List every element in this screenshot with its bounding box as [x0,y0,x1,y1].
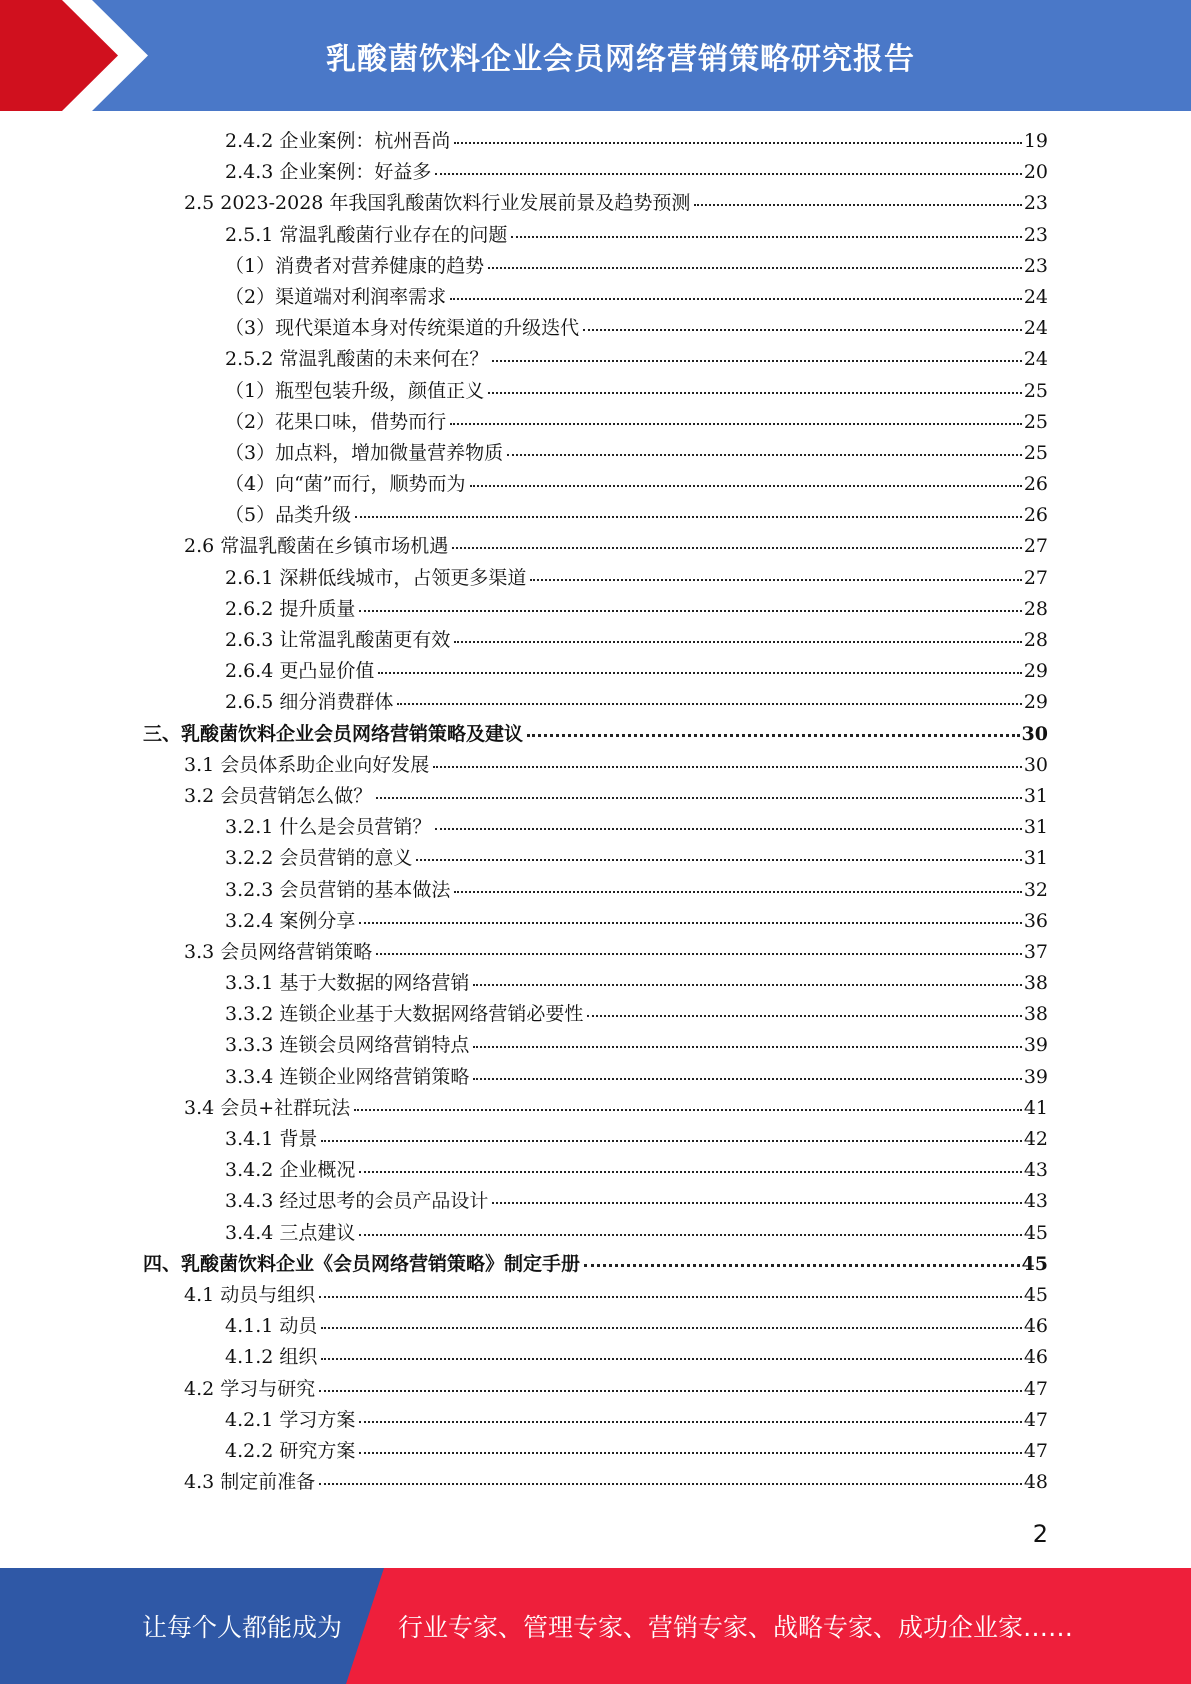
toc-entry-title: （3）现代渠道本身对传统渠道的升级迭代 [225,317,580,340]
toc-dot-leader [530,575,1021,581]
toc-dot-leader [397,699,1021,705]
toc-entry-title: 2.6.3 让常温乳酸菌更有效 [225,629,451,651]
toc-entry-title: 2.5.2 常温乳酸菌的未来何在？ [225,348,489,371]
toc-entry[interactable] [0,1093,1048,1124]
toc-dot-leader [321,1136,1021,1142]
toc-entry-title: 3.2.1 什么是会员营销？ [225,816,432,839]
toc-entry-title: 2.5.1 常温乳酸菌行业存在的问题 [225,223,508,246]
toc-entry-title: 4.1.2 组织 [225,1346,318,1369]
toc-entry-title: （1）消费者对营养健康的趋势 [225,254,485,277]
toc-dot-leader [359,1167,1021,1173]
toc-entry-title: 3.3 会员网络营销策略 [184,940,373,963]
toc-dot-leader [319,1479,1022,1485]
toc-dot-leader [454,887,1021,893]
toc-entry-page-number: 26 [1023,504,1048,527]
toc-entry-page-number: 38 [1023,972,1048,995]
toc-entry-title: 4.2 学习与研究 [184,1377,316,1400]
toc-entry-title: 2.4.3 企业案例：好益多 [225,161,432,184]
toc-entry-page-number: 47 [1023,1408,1048,1431]
toc-dot-leader [435,169,1021,175]
toc-entry-page-number: 41 [1023,1096,1048,1119]
toc-entry-page-number: 23 [1023,254,1048,277]
toc-dot-leader [583,325,1022,331]
toc-entry[interactable] [0,126,1048,157]
toc-entry-title: 2.4.2 企业案例：杭州吾尚 [225,130,451,152]
toc-entry-page-number: 45 [1021,1252,1048,1275]
toc-entry-page-number: 43 [1023,1159,1048,1182]
toc-entry-title: （2）渠道端对利润率需求 [225,285,447,308]
toc-entry-title: 四、乳酸菌饮料企业《会员网络营销策略》制定手册 [143,1252,581,1275]
table-of-contents [0,126,1191,1498]
toc-dot-leader [587,1011,1021,1017]
toc-dot-leader [359,1448,1021,1454]
toc-entry-page-number: 31 [1023,784,1048,807]
toc-entry-page-number: 25 [1023,379,1048,402]
toc-entry-page-number: 26 [1023,473,1048,496]
toc-entry-title: 3.4.3 经过思考的会员产品设计 [225,1190,489,1213]
toc-entry-title: 2.6 常温乳酸菌在乡镇市场机遇 [184,535,449,558]
toc-entry-page-number: 24 [1023,285,1048,308]
toc-entry-page-number: 27 [1023,535,1048,558]
toc-entry-page-number: 45 [1023,1283,1048,1306]
toc-entry[interactable] [0,313,1048,344]
toc-entry-page-number: 24 [1023,348,1048,371]
toc-entry[interactable] [0,157,1048,188]
toc-entry-title: （3）加点料，增加微量营养物质 [225,441,504,464]
toc-entry[interactable] [0,1124,1048,1155]
toc-dot-leader [319,1292,1022,1298]
toc-entry-page-number: 37 [1023,940,1048,963]
toc-entry-title: 3.2.2 会员营销的意义 [225,847,413,870]
toc-entry[interactable] [0,719,1048,750]
toc-entry[interactable] [0,563,1048,594]
toc-entry-title: 4.2.1 学习方案 [225,1408,356,1431]
toc-entry[interactable] [0,1467,1048,1498]
toc-entry-page-number: 39 [1023,1065,1048,1088]
toc-entry[interactable] [0,469,1048,500]
toc-dot-leader [473,1042,1021,1048]
toc-entry[interactable] [0,1062,1048,1093]
toc-entry-page-number: 43 [1023,1190,1048,1213]
toc-dot-leader [492,1198,1021,1204]
toc-dot-leader [473,1074,1021,1080]
page-number: 2 [1032,1520,1048,1548]
toc-entry[interactable] [0,968,1048,999]
toc-entry-title: 3.1 会员体系助企业向好发展 [184,753,430,776]
toc-dot-leader [319,1386,1022,1392]
toc-entry-title: 3.4 会员+社群玩法 [184,1096,351,1119]
toc-entry[interactable] [0,1186,1048,1217]
page-header [0,0,1191,111]
toc-dot-leader [473,980,1021,986]
toc-entry-title: 3.2 会员营销怎么做？ [184,784,373,807]
toc-entry[interactable] [0,1374,1048,1405]
toc-entry-page-number: 31 [1023,816,1048,839]
toc-entry-title: 3.4.4 三点建议 [225,1221,356,1244]
toc-dot-leader [321,1323,1021,1329]
toc-entry[interactable] [0,843,1048,874]
footer-slogan-right: 行业专家、管理专家、营销专家、战略专家、成功企业家…… [398,1613,1074,1642]
toc-entry[interactable] [0,1249,1048,1280]
toc-dot-leader [354,1105,1022,1111]
toc-entry-page-number: 23 [1023,223,1048,246]
toc-dot-leader [435,824,1021,830]
toc-dot-leader [488,388,1022,394]
toc-entry-page-number: 29 [1023,691,1048,714]
toc-entry[interactable] [0,750,1048,781]
toc-entry-page-number: 30 [1023,753,1048,776]
toc-entry-title: 4.2.2 研究方案 [225,1439,356,1462]
toc-dot-leader [359,1230,1021,1236]
toc-dot-leader [359,918,1021,924]
toc-dot-leader [433,762,1022,768]
toc-entry-title: 4.1 动员与组织 [184,1283,316,1306]
toc-entry-page-number: 47 [1023,1377,1048,1400]
toc-entry-page-number: 42 [1023,1128,1048,1150]
toc-entry-title: 2.5 2023-2028 年我国乳酸菌饮料行业发展前景及趋势预测 [184,192,691,215]
toc-entry[interactable] [0,594,1048,625]
toc-entry[interactable] [0,1436,1048,1467]
toc-entry[interactable] [0,1218,1048,1249]
toc-entry[interactable] [0,344,1048,375]
toc-dot-leader [321,1354,1021,1360]
toc-entry[interactable] [0,1280,1048,1311]
report-title: 乳酸菌饮料企业会员网络营销策略研究报告 [326,41,915,77]
toc-entry-page-number: 46 [1023,1315,1048,1338]
toc-entry-page-number: 20 [1023,161,1048,184]
toc-entry-title: 3.3.4 连锁企业网络营销策略 [225,1065,470,1088]
toc-entry[interactable] [0,282,1048,313]
toc-entry[interactable] [0,625,1048,656]
toc-entry[interactable] [0,438,1048,469]
toc-entry-title: 2.6.4 更凸显价值 [225,660,375,683]
toc-entry[interactable] [0,687,1048,718]
toc-dot-leader [376,793,1022,799]
toc-entry-title: 4.1.1 动员 [225,1315,318,1338]
toc-entry[interactable] [0,1405,1048,1436]
footer-slogan-left: 让每个人都能成为 [142,1613,343,1642]
toc-entry-title: （2）花果口味，借势而行 [225,410,447,433]
toc-dot-leader [450,419,1022,425]
toc-dot-leader [470,481,1022,487]
toc-entry[interactable] [0,1342,1048,1373]
toc-entry[interactable] [0,1311,1048,1342]
toc-entry-page-number: 31 [1023,847,1048,870]
toc-dot-leader [376,949,1022,955]
toc-entry-title: （1）瓶型包装升级，颜值正义 [225,379,485,402]
toc-entry-page-number: 47 [1023,1439,1048,1462]
toc-entry-title: （5）品类升级 [225,504,352,527]
toc-dot-leader [359,1417,1021,1423]
toc-entry-title: 2.6.5 细分消费群体 [225,691,394,714]
toc-entry-page-number: 25 [1023,410,1048,433]
toc-entry-page-number: 30 [1021,722,1048,745]
toc-entry-page-number: 46 [1023,1346,1048,1369]
toc-entry-title: 4.3 制定前准备 [184,1471,316,1494]
toc-dot-leader [492,356,1021,362]
toc-dot-leader [452,543,1022,549]
toc-entry[interactable] [0,812,1048,843]
toc-entry[interactable] [0,500,1048,531]
toc-dot-leader [454,637,1021,643]
toc-entry[interactable] [0,407,1048,438]
toc-entry-page-number: 28 [1023,597,1048,620]
toc-dot-leader [584,1260,1020,1267]
toc-entry-title: 3.2.3 会员营销的基本做法 [225,878,451,901]
toc-dot-leader [378,668,1021,674]
toc-entry-page-number: 25 [1023,441,1048,464]
toc-entry[interactable] [0,906,1048,937]
toc-entry-title: 3.3.3 连锁会员网络营销特点 [225,1034,470,1057]
toc-dot-leader [511,232,1021,238]
toc-entry[interactable] [0,1155,1048,1186]
toc-entry[interactable] [0,376,1048,407]
toc-entry-page-number: 36 [1023,909,1048,932]
toc-entry[interactable] [0,531,1048,562]
toc-entry-page-number: 48 [1023,1471,1048,1494]
toc-dot-leader [359,606,1021,612]
toc-entry[interactable] [0,937,1048,968]
toc-entry-title: 2.6.2 提升质量 [225,597,356,620]
toc-entry-title: 3.3.2 连锁企业基于大数据网络营销必要性 [225,1003,584,1026]
toc-entry-title: 3.4.2 企业概况 [225,1159,356,1182]
page-footer [0,1568,1191,1684]
toc-entry-page-number: 23 [1023,192,1048,215]
toc-entry[interactable] [0,1030,1048,1061]
toc-entry-title: 2.6.1 深耕低线城市，占领更多渠道 [225,566,527,589]
toc-entry-page-number: 19 [1023,130,1048,152]
toc-entry[interactable] [0,875,1048,906]
toc-entry-page-number: 39 [1023,1034,1048,1057]
toc-entry[interactable] [0,251,1048,282]
toc-entry[interactable] [0,220,1048,251]
toc-entry-page-number: 27 [1023,566,1048,589]
toc-dot-leader [450,294,1022,300]
toc-entry-page-number: 29 [1023,660,1048,683]
toc-dot-leader [488,263,1022,269]
toc-entry-title: 3.2.4 案例分享 [225,909,356,932]
toc-entry-title: （4）向“菌”而行，顺势而为 [225,473,466,496]
toc-entry[interactable] [0,656,1048,687]
toc-entry-page-number: 28 [1023,629,1048,651]
toc-dot-leader [527,730,1020,737]
toc-entry-page-number: 32 [1023,878,1048,901]
toc-entry[interactable] [0,188,1048,219]
toc-dot-leader [355,512,1022,518]
toc-entry[interactable] [0,999,1048,1030]
toc-entry-page-number: 38 [1023,1003,1048,1026]
toc-entry-title: 3.3.1 基于大数据的网络营销 [225,972,470,995]
toc-entry-title: 3.4.1 背景 [225,1128,318,1150]
toc-dot-leader [454,138,1021,144]
toc-entry-page-number: 24 [1023,317,1048,340]
toc-dot-leader [507,450,1022,456]
toc-dot-leader [416,855,1021,861]
toc-entry[interactable] [0,781,1048,812]
toc-dot-leader [694,200,1021,206]
toc-entry-page-number: 45 [1023,1221,1048,1244]
toc-entry-title: 三、乳酸菌饮料企业会员网络营销策略及建议 [143,722,524,745]
